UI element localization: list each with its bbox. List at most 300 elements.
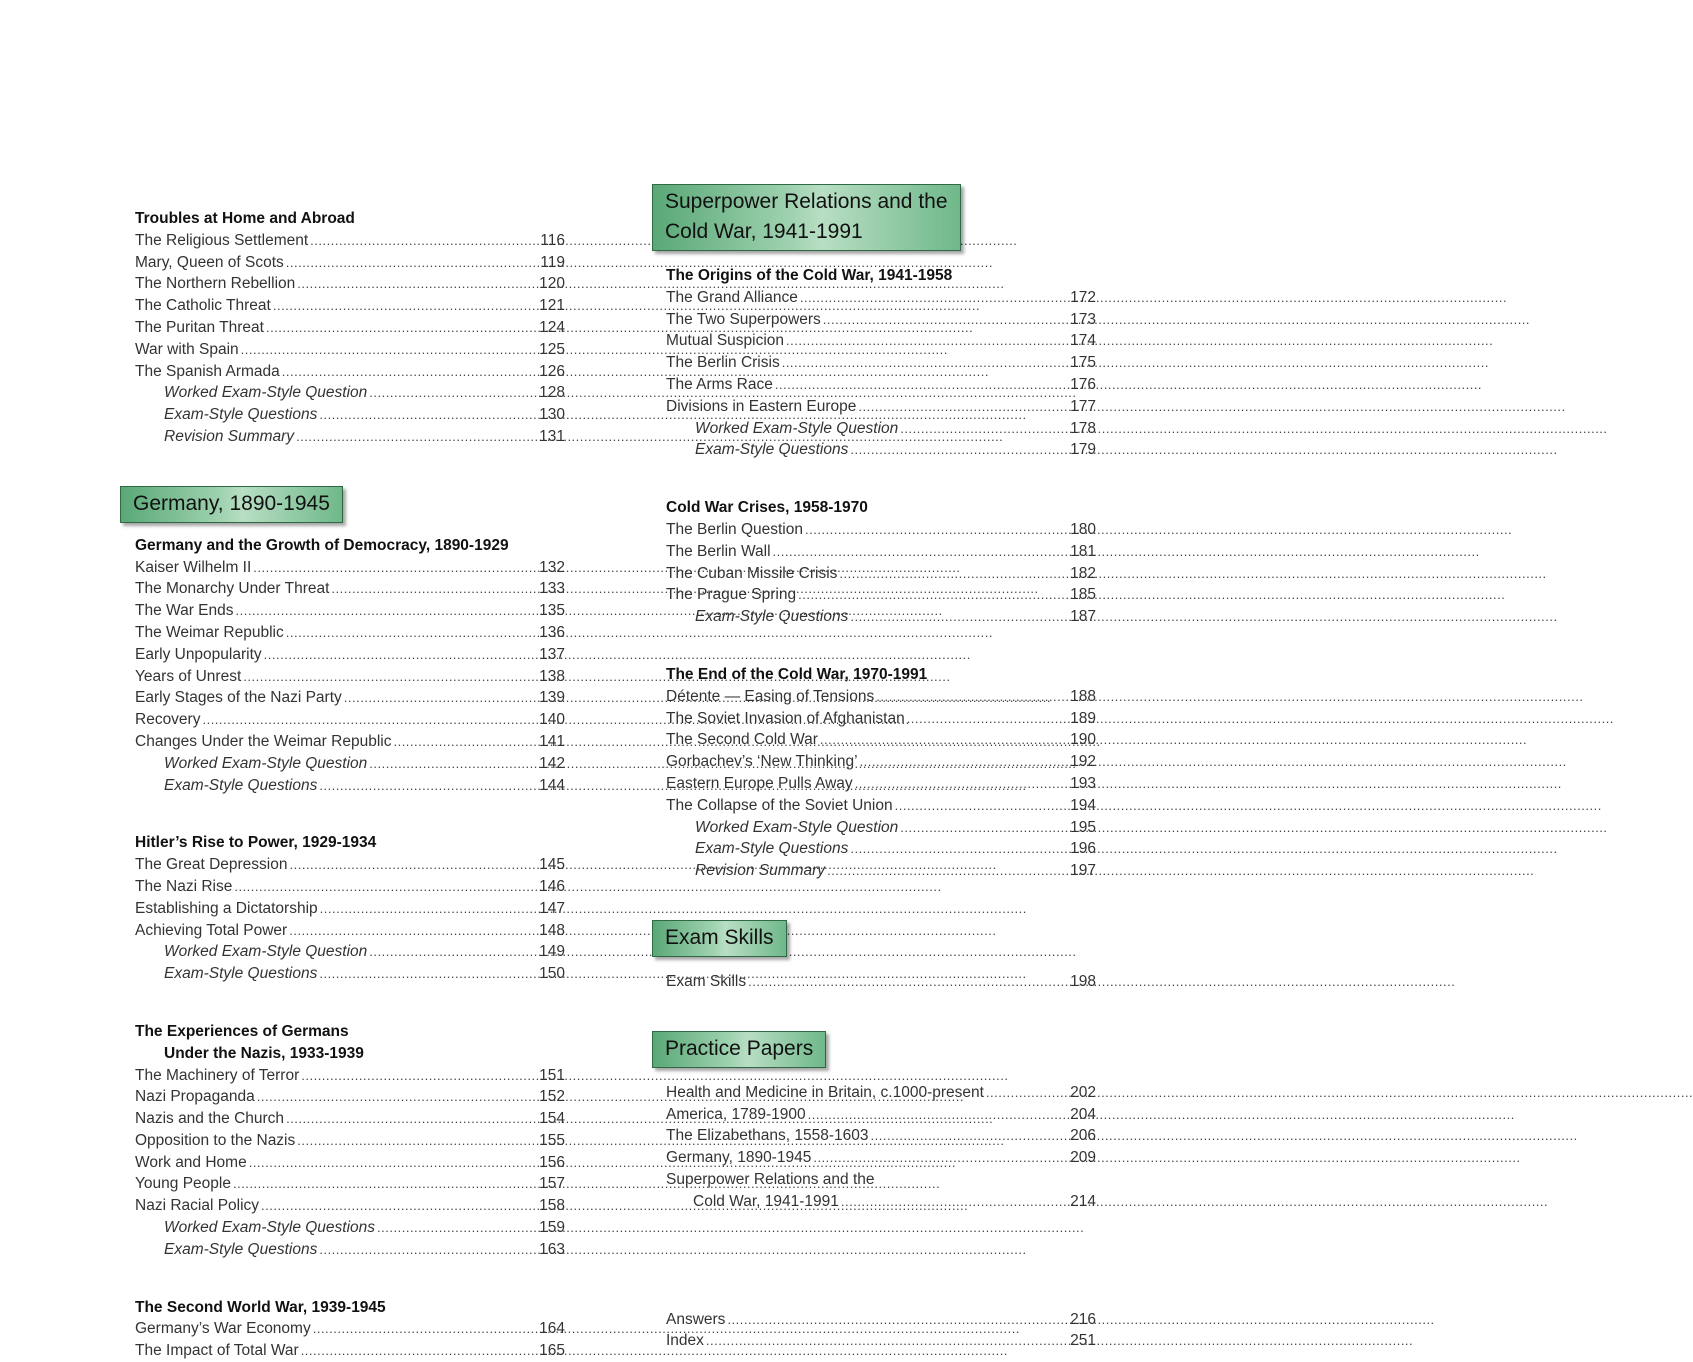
page-number: 135	[539, 602, 565, 620]
entry-label: Early Stages of the Nazi Party	[135, 689, 342, 707]
toc-entry[interactable]	[135, 963, 565, 985]
leader-dots	[871, 1125, 1069, 1147]
page-number: 137	[539, 645, 565, 663]
leader-dots	[986, 1082, 1068, 1104]
entry-label: The Great Depression	[135, 856, 288, 874]
entry-label: The Soviet Invasion of Afghanistan	[666, 709, 905, 727]
page-number: 149	[539, 943, 565, 961]
page-number: 121	[539, 297, 565, 315]
chapter-banner-exam-skills[interactable]	[652, 920, 787, 957]
toc-entry[interactable]	[666, 584, 1096, 606]
page-number: 126	[539, 362, 565, 380]
page-number: 148	[539, 921, 565, 939]
leader-dots	[266, 317, 537, 339]
toc-entry[interactable]	[666, 686, 1096, 708]
page-number: 155	[539, 1131, 565, 1149]
leader-dots	[706, 1330, 1068, 1352]
leader-dots	[253, 557, 537, 579]
entry-label: The Berlin Crisis	[666, 354, 780, 372]
page-number: 193	[1070, 774, 1096, 792]
page-number: 128	[539, 384, 565, 402]
entry-label: Exam-Style Questions	[695, 840, 849, 858]
toc-entry[interactable]	[666, 1309, 1096, 1331]
leader-dots	[827, 860, 1068, 882]
page-number: 173	[1070, 310, 1096, 328]
toc-entry[interactable]	[666, 330, 1096, 352]
section-title-line1: The Experiences of Germans	[135, 1022, 349, 1040]
leader-dots	[748, 971, 1068, 993]
section-backmatter	[666, 1309, 1096, 1353]
toc-entry[interactable]	[135, 1108, 565, 1130]
toc-entry[interactable]	[666, 439, 1096, 461]
toc-entry-two-line[interactable]	[666, 1169, 1096, 1213]
page-number: 185	[1070, 586, 1096, 604]
leader-dots	[839, 563, 1068, 585]
toc-entry[interactable]	[666, 606, 1096, 628]
section-ww2	[135, 1297, 565, 1362]
leader-dots	[876, 686, 1068, 708]
page-number: 150	[539, 965, 565, 983]
section-origins	[666, 265, 1096, 461]
toc-entry[interactable]	[135, 361, 565, 383]
page-number: 132	[539, 558, 565, 576]
entry-label: Young People	[135, 1175, 231, 1193]
leader-dots	[727, 1309, 1068, 1331]
leader-dots	[264, 644, 537, 666]
toc-entry[interactable]	[666, 817, 1096, 839]
page-number: 204	[1070, 1105, 1096, 1123]
entry-label: Answers	[666, 1310, 726, 1328]
page-number: 119	[540, 253, 565, 271]
page-number: 179	[1070, 441, 1096, 459]
toc-entry[interactable]	[135, 578, 565, 600]
page-number: 139	[539, 689, 565, 707]
entry-label: Nazi Propaganda	[135, 1088, 255, 1106]
entry-label: Opposition to the Nazis	[135, 1131, 296, 1149]
leader-dots	[393, 731, 537, 753]
page-number: 157	[539, 1175, 565, 1193]
leader-dots	[900, 817, 1068, 839]
section-end	[666, 664, 1096, 882]
page-number: 182	[1070, 564, 1096, 582]
leader-dots	[319, 963, 537, 985]
entry-label: The Second Cold War	[666, 731, 818, 749]
leader-dots	[331, 578, 537, 600]
leader-dots	[850, 838, 1068, 860]
toc-entry[interactable]	[666, 352, 1096, 374]
toc-entry[interactable]	[666, 418, 1096, 440]
page-number: 152	[539, 1088, 565, 1106]
toc-entry[interactable]	[666, 971, 1096, 993]
section-practice-papers	[666, 1082, 1096, 1213]
leader-dots	[858, 396, 1068, 418]
entry-label: Health and Medicine in Britain, c.1000-present	[666, 1083, 984, 1101]
toc-entry[interactable]	[666, 1147, 1096, 1169]
page-number: 206	[1070, 1127, 1096, 1145]
toc-entry[interactable]	[135, 1130, 565, 1152]
entry-label: Exam-Style Questions	[164, 776, 318, 794]
entry-label: Eastern Europe Pulls Away	[666, 774, 853, 792]
toc-entry[interactable]	[135, 1340, 565, 1362]
page-number: 120	[539, 275, 565, 293]
page-number: 140	[539, 711, 565, 729]
page-number: 151	[539, 1066, 565, 1084]
toc-entry[interactable]	[666, 309, 1096, 331]
toc-entry[interactable]	[666, 795, 1096, 817]
leader-dots	[907, 708, 1068, 730]
leader-dots	[377, 1217, 537, 1239]
toc-entry[interactable]	[666, 1125, 1096, 1147]
page-number: 154	[539, 1110, 565, 1128]
entry-label-line1: Superpower Relations and the	[666, 1170, 875, 1188]
section-title: The End of the Cold War, 1970-1991	[666, 665, 928, 683]
leader-dots	[855, 773, 1068, 795]
toc-entry[interactable]	[135, 1239, 565, 1261]
toc-entry[interactable]	[666, 708, 1096, 730]
entry-label: Gorbachev’s ‘New Thinking’	[666, 753, 858, 771]
page-number: 175	[1070, 354, 1096, 372]
leader-dots	[319, 775, 537, 797]
section-title: Hitler’s Rise to Power, 1929-1934	[135, 834, 377, 852]
entry-label: The Impact of Total War	[135, 1342, 299, 1360]
page-number: 180	[1070, 520, 1096, 538]
entry-label: Exam-Style Questions	[695, 608, 849, 626]
toc-entry[interactable]	[135, 317, 565, 339]
leader-dots	[369, 382, 537, 404]
section-title-line2: Under the Nazis, 1933-1939	[164, 1044, 364, 1062]
entry-label: Cold War, 1941-1991	[693, 1192, 839, 1210]
leader-dots	[273, 295, 537, 317]
toc-entry[interactable]	[135, 1217, 565, 1239]
toc-entry[interactable]	[666, 860, 1096, 882]
toc-entry[interactable]	[135, 1195, 565, 1217]
entry-label: The Monarchy Under Threat	[135, 580, 330, 598]
page-number: 146	[539, 877, 565, 895]
leader-dots	[786, 330, 1068, 352]
section-hitler	[135, 832, 565, 985]
entry-label: The Berlin Wall	[666, 542, 771, 560]
entry-label: Germany, 1890-1945	[666, 1149, 812, 1167]
section-troubles	[135, 208, 565, 448]
toc-entry[interactable]	[135, 252, 565, 274]
leader-dots	[282, 361, 537, 383]
entry-label: Divisions in Eastern Europe	[666, 397, 857, 415]
leader-dots	[805, 519, 1068, 541]
section-experiences	[135, 1021, 565, 1261]
leader-dots	[841, 1191, 1068, 1213]
leader-dots	[319, 404, 537, 426]
leader-dots	[775, 374, 1068, 396]
page-number: 190	[1070, 731, 1096, 749]
entry-label: The Berlin Question	[666, 520, 803, 538]
entry-label: The Religious Settlement	[135, 231, 309, 249]
leader-dots	[850, 606, 1068, 628]
toc-entry[interactable]	[135, 295, 565, 317]
leader-dots	[290, 854, 538, 876]
toc-entry[interactable]	[135, 920, 565, 942]
entry-label: Exam-Style Questions	[164, 965, 318, 983]
toc-entry[interactable]	[666, 287, 1096, 309]
toc-entry[interactable]	[135, 1086, 565, 1108]
left-column	[135, 208, 565, 1362]
toc-entry[interactable]	[135, 775, 565, 797]
page-number: 197	[1070, 862, 1096, 880]
page-number: 156	[539, 1153, 565, 1171]
section-title: Germany and the Growth of Democracy, 1890-1929	[135, 536, 509, 554]
entry-label: The War Ends	[135, 602, 234, 620]
leader-dots	[286, 252, 539, 274]
page-number: 196	[1070, 840, 1096, 858]
page-number: 124	[539, 318, 565, 336]
toc-entry[interactable]	[135, 898, 565, 920]
leader-dots	[234, 876, 537, 898]
toc-entry[interactable]	[135, 854, 565, 876]
page-number: 216	[1070, 1310, 1096, 1328]
entry-label: Recovery	[135, 711, 201, 729]
toc-entry[interactable]	[666, 838, 1096, 860]
page-number: 130	[539, 406, 565, 424]
entry-label: Mutual Suspicion	[666, 332, 785, 350]
leader-dots	[289, 920, 537, 942]
leader-dots	[808, 1104, 1069, 1126]
entry-label: The Prague Spring	[666, 586, 797, 604]
page-number: 177	[1070, 397, 1096, 415]
entry-label: The Grand Alliance	[666, 288, 798, 306]
section-title: The Origins of the Cold War, 1941-1958	[666, 267, 953, 284]
entry-label: Years of Unrest	[135, 667, 242, 685]
leader-dots	[257, 1086, 537, 1108]
page-number: 202	[1070, 1083, 1096, 1101]
toc-entry[interactable]	[135, 709, 565, 731]
entry-label: Achieving Total Power	[135, 921, 288, 939]
entry-label: Nazis and the Church	[135, 1110, 285, 1128]
toc-entry[interactable]	[135, 731, 565, 753]
right-column	[652, 184, 1096, 1352]
entry-label: Work and Home	[135, 1153, 247, 1171]
toc-entry[interactable]	[135, 753, 565, 775]
toc-entry[interactable]	[135, 339, 565, 361]
leader-dots	[320, 898, 537, 920]
leader-dots	[895, 795, 1069, 817]
banner-wrap-germany	[135, 486, 565, 523]
entry-label: Mary, Queen of Scots	[135, 253, 284, 271]
section-title	[135, 1021, 565, 1065]
toc-entry[interactable]	[135, 876, 565, 898]
entry-label: The Nazi Rise	[135, 877, 233, 895]
page-number: 209	[1070, 1149, 1096, 1167]
page-number: 133	[539, 580, 565, 598]
leader-dots	[243, 666, 537, 688]
banner-title: Practice Papers	[665, 1036, 814, 1060]
leader-dots	[249, 1152, 537, 1174]
entry-label: Nazi Racial Policy	[135, 1197, 260, 1215]
entry-label: The Weimar Republic	[135, 623, 284, 641]
entry-label: The Machinery of Terror	[135, 1066, 300, 1084]
banner-title: Germany, 1890-1945	[133, 491, 330, 515]
entry-label: Establishing a Dictatorship	[135, 899, 318, 917]
page-number: 178	[1070, 419, 1096, 437]
toc-entry[interactable]	[135, 230, 565, 252]
chapter-banner-germany[interactable]	[120, 486, 343, 523]
entry-label: Exam-Style Questions	[164, 1240, 318, 1258]
entry-label: Exam Skills	[666, 972, 747, 990]
leader-dots	[261, 1195, 537, 1217]
entry-label: Worked Exam-Style Question	[164, 754, 368, 772]
page-number: 138	[539, 667, 565, 685]
banner-title: Exam Skills	[665, 925, 774, 949]
page-number: 141	[539, 732, 565, 750]
entry-label: Revision Summary	[164, 427, 295, 445]
toc-entry[interactable]	[135, 557, 565, 579]
page-number: 158	[539, 1197, 565, 1215]
toc-entry[interactable]	[666, 519, 1096, 541]
page-number: 144	[539, 776, 565, 794]
page-number: 198	[1070, 972, 1096, 990]
entry-label: The Cuban Missile Crisis	[666, 564, 838, 582]
page-number: 145	[539, 856, 565, 874]
leader-dots	[296, 426, 537, 448]
toc-entry[interactable]	[135, 644, 565, 666]
page-number: 187	[1070, 608, 1096, 626]
leader-dots	[813, 1147, 1068, 1169]
page-number: 163	[539, 1240, 565, 1258]
leader-dots	[236, 600, 538, 622]
leader-dots	[313, 1318, 537, 1340]
page-number: 251	[1070, 1332, 1096, 1350]
leader-dots	[233, 1173, 537, 1195]
page-number: 194	[1070, 796, 1096, 814]
leader-dots	[319, 1239, 537, 1261]
section-title: The Second World War, 1939-1945	[135, 1298, 386, 1316]
leader-dots	[297, 1130, 537, 1152]
page-number: 164	[539, 1320, 565, 1338]
toc-entry[interactable]	[135, 382, 565, 404]
section-title: Cold War Crises, 1958-1970	[666, 499, 868, 517]
toc-entry[interactable]	[135, 273, 565, 295]
page-number: 142	[539, 754, 565, 772]
toc-entry[interactable]	[135, 1318, 565, 1340]
toc-entry[interactable]	[135, 600, 565, 622]
leader-dots	[297, 273, 537, 295]
entry-label: Worked Exam-Style Question	[164, 943, 368, 961]
leader-dots	[344, 687, 537, 709]
entry-label: Early Unpopularity	[135, 645, 262, 663]
chapter-banner-practice-papers[interactable]	[652, 1031, 826, 1068]
leader-dots	[773, 541, 1069, 563]
entry-label: Germany’s War Economy	[135, 1320, 311, 1338]
entry-label: Index	[666, 1332, 704, 1350]
leader-dots	[369, 941, 537, 963]
entry-label: Worked Exam-Style Question	[164, 384, 368, 402]
toc-entry[interactable]	[135, 404, 565, 426]
page-number: 165	[539, 1342, 565, 1360]
leader-dots	[286, 622, 537, 644]
toc-entry[interactable]	[666, 541, 1096, 563]
page-number: 176	[1070, 375, 1096, 393]
entry-label: The Puritan Threat	[135, 318, 264, 336]
page-number: 136	[539, 623, 565, 641]
banner-wrap-practice	[652, 1031, 1096, 1068]
leader-dots	[241, 339, 537, 361]
toc-entry[interactable]	[135, 426, 565, 448]
section-title: Troubles at Home and Abroad	[135, 210, 355, 227]
toc-entry[interactable]	[666, 1330, 1096, 1352]
leader-dots	[823, 309, 1068, 331]
page-number: 181	[1070, 542, 1096, 560]
leader-dots	[782, 352, 1068, 374]
page-number: 192	[1070, 753, 1096, 771]
toc-entry[interactable]	[666, 1191, 1096, 1213]
page-number: 125	[539, 340, 565, 358]
toc-entry[interactable]	[666, 773, 1096, 795]
entry-label: Exam-Style Questions	[164, 406, 318, 424]
toc-entry[interactable]	[135, 1065, 565, 1087]
toc-entry[interactable]	[666, 1082, 1096, 1104]
entry-label: Kaiser Wilhelm II	[135, 558, 252, 576]
entry-label: The Spanish Armada	[135, 362, 280, 380]
toc-entry[interactable]	[135, 666, 565, 688]
entry-label: War with Spain	[135, 340, 239, 358]
toc-entry[interactable]	[666, 751, 1096, 773]
leader-dots	[301, 1340, 537, 1362]
section-crises	[666, 497, 1096, 628]
page-number: 159	[539, 1219, 565, 1237]
page-number: 116	[540, 231, 565, 249]
leader-dots	[798, 584, 1068, 606]
leader-dots	[286, 1108, 537, 1130]
leader-dots	[850, 439, 1068, 461]
page-number: 189	[1070, 709, 1096, 727]
leader-dots	[800, 287, 1068, 309]
banner-wrap-exam-skills	[652, 920, 1096, 957]
page-number: 214	[1070, 1192, 1096, 1210]
entry-label: The Catholic Threat	[135, 297, 271, 315]
leader-dots	[301, 1065, 537, 1087]
entry-label: Revision Summary	[695, 862, 826, 880]
entry-label: Worked Exam-Style Questions	[164, 1219, 376, 1237]
section-exam-skills	[666, 971, 1096, 993]
leader-dots	[900, 418, 1068, 440]
entry-label: The Arms Race	[666, 375, 773, 393]
page-number: 147	[539, 899, 565, 917]
entry-label: Worked Exam-Style Question	[695, 419, 899, 437]
entry-label: Changes Under the Weimar Republic	[135, 732, 392, 750]
entry-label: Worked Exam-Style Question	[695, 818, 899, 836]
toc-entry[interactable]	[135, 941, 565, 963]
chapter-banner-superpower[interactable]	[652, 184, 961, 251]
toc-entry[interactable]	[666, 1104, 1096, 1126]
toc-entry[interactable]	[135, 687, 565, 709]
leader-dots	[310, 230, 538, 252]
leader-dots	[820, 729, 1068, 751]
leader-dots	[860, 751, 1069, 773]
entry-label: The Collapse of the Soviet Union	[666, 796, 893, 814]
page-number: 131	[539, 427, 565, 445]
entry-label: Exam-Style Questions	[695, 441, 849, 459]
toc-entry[interactable]	[135, 1173, 565, 1195]
toc-entry[interactable]	[666, 396, 1096, 418]
toc-entry[interactable]	[666, 563, 1096, 585]
toc-entry[interactable]	[666, 729, 1096, 751]
leader-dots	[202, 709, 537, 731]
toc-entry[interactable]	[135, 1152, 565, 1174]
toc-entry[interactable]	[135, 622, 565, 644]
entry-label: America, 1789-1900	[666, 1105, 806, 1123]
toc-entry[interactable]	[666, 374, 1096, 396]
leader-dots	[369, 753, 537, 775]
entry-label: The Northern Rebellion	[135, 275, 296, 293]
entry-label: The Elizabethans, 1558-1603	[666, 1127, 869, 1145]
